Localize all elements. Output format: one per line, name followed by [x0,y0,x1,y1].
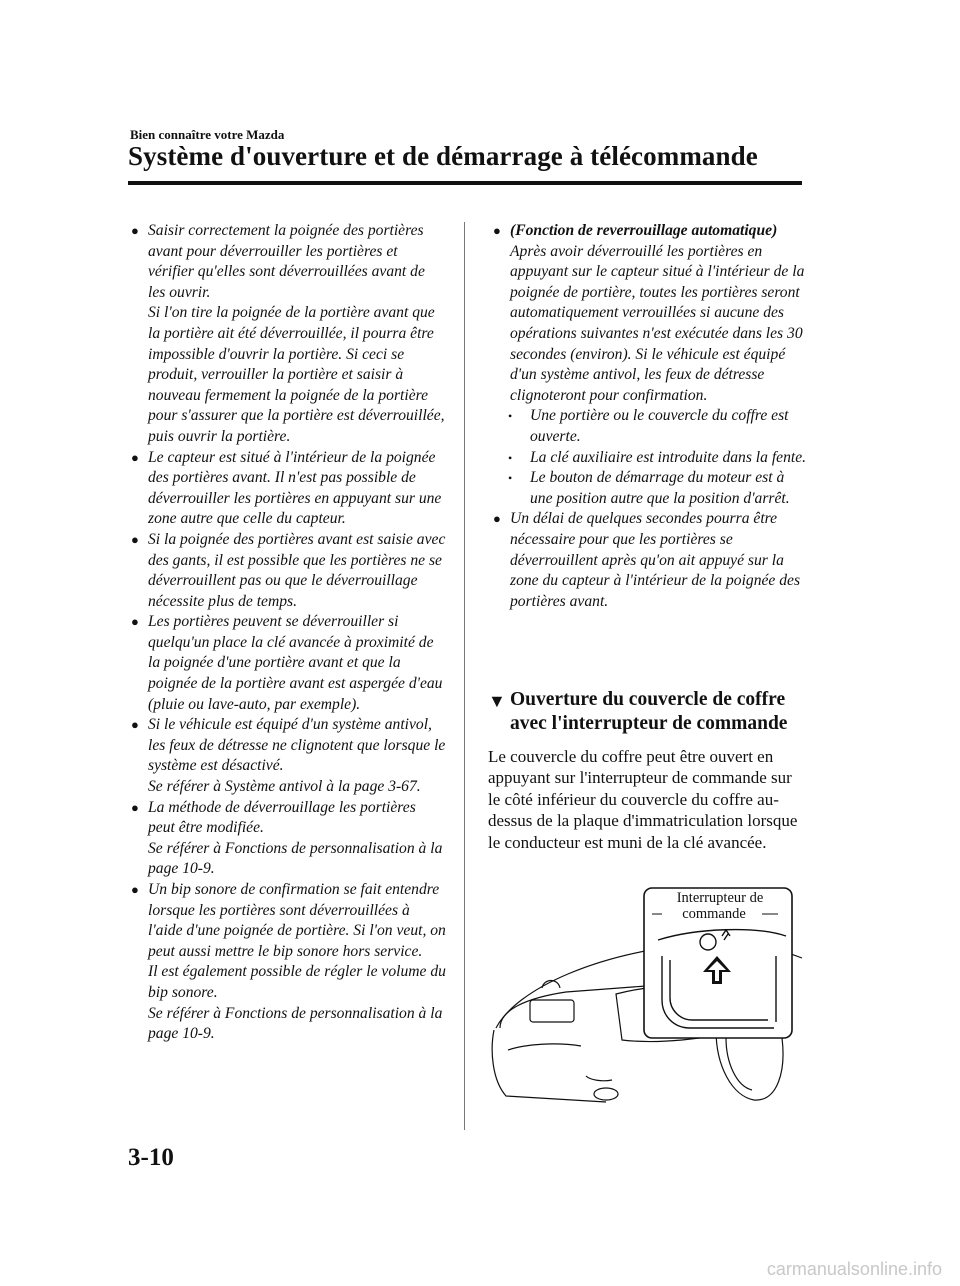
section-label: Bien connaître votre Mazda [130,127,285,142]
sub-bullet-icon: • [508,450,513,465]
sub-bullet-icon: • [508,409,513,424]
bullet-text: Saisir correctement la poignée des portières avant pour déverrouiller les portières et vérifier qu'elles sont déverrouillées avant de les ouvrir. [148,222,425,301]
column-divider [464,222,465,1130]
bullet-text: Un délai de quelques secondes pourra être nécessaire pour que les portières se déverrouillent après qu'on ait appuyé sur la zone du capteur à l'intérieur de la poignée des portières avant. [510,510,801,610]
sub-bullet-text: Le bouton de démarrage du moteur est à une position autre que la position d'arrêt. [530,469,790,507]
bullet-item [128,221,446,448]
bullet-icon: ● [131,614,139,630]
bullet-text: Les portières peuvent se déverrouiller si quelqu'un place la clé avancée à proximité de la poignée d'une portière avant et que la poignée de la portière avant est aspergée d'eau (pluie ou lave-auto, par exemple). [148,613,443,713]
bullet-icon: ● [131,531,139,547]
bullet-item [128,798,446,880]
bullet-item [128,612,446,715]
title-rule [128,181,802,185]
bullet-extra: Si l'on tire la poignée de la portière avant que la portière ait été déverrouillée, il pourra être impossible d'ouvrir la portière. Si ceci se produit, verrouiller la portière et saisir à nouveau fermement la poignée de la portière pour s'assurer que la portière est déverrouillée, puis ouvrir la portière. [148,304,445,445]
sub-bullet-text: Une portière ou le couvercle du coffre est ouverte. [530,407,789,445]
right-column [490,221,808,612]
page-number: 3-10 [128,1144,174,1171]
bullet-icon: ● [131,717,139,733]
bullet-item [490,509,808,612]
bullet-item [128,715,446,797]
sub-bullet-item [490,406,808,447]
bullet-icon: ● [131,223,139,238]
bullet-icon: ● [131,882,139,897]
switch-label-line1: Interrupteur de [676,890,764,906]
sub-bullet-item [490,468,808,509]
sub-bullet-item [490,448,808,469]
bullet-text: Le capteur est situé à l'intérieur de la poignée des portières avant. Il n'est pas possible de déverrouiller les portières en appuyant sur une zone autre que celle du capteur. [148,448,442,528]
watermark: carmanualsonline.info [766,1259,942,1279]
page-reference: Se référer à Système antivol à la page 3-67. [148,778,421,796]
page-reference: Se référer à Fonctions de personnalisation à la page 10-9. [148,1004,443,1043]
switch-label-line2: commande [682,906,746,922]
bullet-text: La méthode de déverrouillage les portières peut être modifiée. [148,798,416,837]
bullet-icon: ● [493,511,501,527]
bullet-text: Si le véhicule est équipé d'un système antivol, les feux de détresse ne clignotent que lorsque le système est désactivé. [148,716,446,775]
bullet-item [128,880,446,1045]
bullet-text: Un bip sonore de confirmation se fait entendre lorsque les portières sont déverrouillées à l'aide d'une poignée de portière. Si l'on veut, on peut aussi mettre le bip sonore hors service. [148,881,446,960]
trunk-switch-figure [486,880,804,1110]
auto-relock-item [490,221,808,406]
sub-bullet-icon: • [508,471,513,486]
bullet-item [128,448,446,530]
bullet-item [128,530,446,612]
bullet-icon: ● [131,799,139,815]
auto-relock-title: (Fonction de reverrouillage automatique) [510,222,778,239]
bullet-extra: Il est également possible de régler le volume du bip sonore. [148,963,446,1001]
page-reference: Se référer à Fonctions de personnalisation à la page 10-9. [148,839,443,878]
left-column [128,221,446,1045]
section-heading-text: Ouverture du couvercle de coffre avec l'interrupteur de commande [510,689,788,734]
bullet-icon: ● [493,223,501,238]
bullet-text: Si la poignée des portières avant est saisie avec des gants, il est possible que les portières ne se déverrouillent pas ou que le déverrouillage nécessite plus de temps. [148,530,446,610]
triangle-down-icon: ▼ [488,691,506,711]
page-title: Système d'ouverture et de démarrage à télécommande [128,141,758,171]
sub-bullet-text: La clé auxiliaire est introduite dans la fente. [530,448,807,466]
bullet-icon: ● [131,449,139,465]
body-paragraph: Le couvercle du coffre peut être ouvert en appuyant sur l'interrupteur de commande sur le côté inférieur du couvercle du coffre au-dessus de la plaque d'immatriculation lorsque le conducteur est muni de la clé avancée. [488,747,798,852]
auto-relock-text: Après avoir déverrouillé les portières en appuyant sur le capteur situé à l'intérieur de la poignée de portière, toutes les portières seront automatiquement verrouillées si aucune des opérations suivantes n'est exécutée dans les 30 secondes (environ). Si le véhicule est équipé d'un système antivol, les feux de détresse clignoteront pour confirmation. [510,242,805,404]
